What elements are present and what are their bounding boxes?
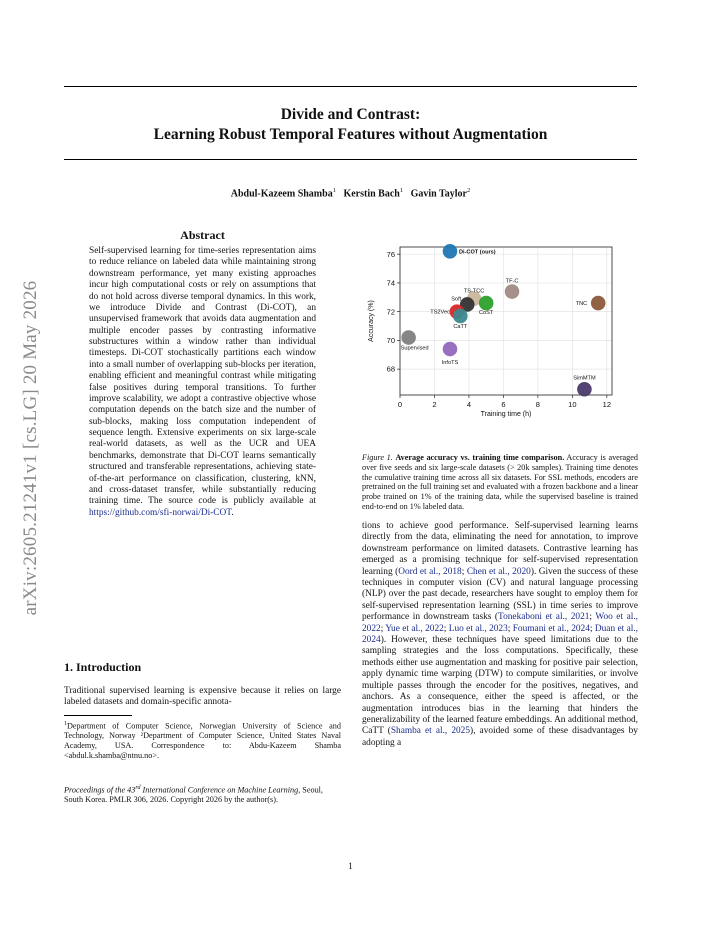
- data-point: [479, 296, 494, 311]
- point-label: TF-C: [505, 278, 519, 285]
- data-point: [591, 296, 606, 311]
- intro-text-segment: ). However, these techniques have speed limitations due to the sampling strategies and the loss computations. Specifically, these methods either use augmentation and masking for positive pair selection, apply dynamic time warping (DTW) to compute similarities, or involve multiple passes through the encoder for the positives, negatives, and anchors. As a consequence, either the speed is affected, or the augmentation introduces bias in the learning that hinders the generalizability of the learned feature embeddings. An additional method, CaTT (: [362, 635, 638, 737]
- intro-text-right: [362, 521, 638, 749]
- proceedings-prefix: Proceedings of the: [64, 785, 128, 795]
- paper-title-line1: Divide and Contrast:: [280, 106, 421, 123]
- citation-link[interactable]: Shamba et al., 2025: [390, 726, 471, 737]
- author-affiliation: 1: [399, 187, 404, 194]
- paper-title-line2: Learning Robust Temporal Features without Augmentation: [153, 126, 548, 143]
- data-point: [577, 382, 592, 397]
- proceedings-sup: rd: [135, 785, 141, 791]
- x-tick-label: 6: [501, 400, 506, 409]
- author-name: Kerstin Bach: [343, 188, 400, 200]
- data-point: [443, 342, 458, 357]
- y-axis-label: Accuracy (%): [368, 300, 375, 342]
- y-tick-label: 76: [386, 249, 395, 259]
- y-tick-label: 72: [386, 307, 395, 317]
- arxiv-stamp: [20, 258, 42, 638]
- section-heading-introduction: 1. Introduction: [64, 660, 142, 674]
- intro-text-segment: ;: [443, 623, 449, 634]
- citation-link[interactable]: Woo et al., 2022: [362, 612, 638, 634]
- footnote-mark: 1: [64, 721, 67, 727]
- abstract-text: Self-supervised learning for time-series representation aims to reduce reliance on labeled data while maintaining strong downstream performance, yet many existing approaches incur high computational costs or rely on assumptions that do not hold across diverse temporal dynamics. In this work, we introduce Divide and Contrast (Di-COT), an unsupervised framework that avoids data augmentation and multiple encoder passes by contrasting informative substructures within a window rather than individual timesteps. Di-COT stochastically partitions each window into a small number of overlapping sub-blocks per iteration, enabling efficient and meaningful contrast while mitigating false positives during temporal transitions. To further improve scalability, we adopt a contrastive objective whose computation depends on the batch size and the number of sub-blocks, making loss computation independent of sequence length. Extensive experiments on six large-scale real-world datasets, as well as the UCR and UEA benchmarks, demonstrate that Di-COT learns semantically structured and transferable representations, achieving state-of-the-art performance on classification, clustering, kNN, and cross-dataset transfer, while substantially reducing training time. The source code is publicly available at: [89, 246, 316, 507]
- footnote: [64, 720, 341, 761]
- arxiv-id: arXiv:2605.21241v1 [cs.LG] 20 May 2026: [20, 280, 41, 616]
- point-label: TS-TCC: [463, 288, 485, 295]
- intro-text-segment: ;: [589, 623, 595, 634]
- code-link[interactable]: https://github.com/sfi-norwai/Di-COT: [89, 507, 232, 518]
- citation-link[interactable]: Luo et al., 2023: [448, 623, 508, 634]
- author-name: Gavin Taylor: [410, 188, 467, 200]
- point-label: SimMTM: [573, 375, 596, 382]
- citation-link[interactable]: Foumani et al., 2024: [512, 623, 590, 634]
- author-list: [64, 187, 637, 199]
- footnote-rule: [64, 715, 132, 716]
- figure-1-chart: [360, 240, 630, 430]
- footnote-text: Department of Computer Science, Norwegian University of Science and Technology, Norway ²Department of Computer Science, United States Naval Academy, USA. Correspondence to: Abdu-Kazeem Shamba <abdul.k.shamba@ntnu.no>.: [64, 721, 341, 760]
- author-affiliation: 2: [467, 187, 471, 194]
- data-point: [443, 244, 458, 259]
- x-tick-label: 12: [602, 400, 612, 409]
- citation-link[interactable]: Chen et al., 2020: [466, 566, 531, 577]
- intro-text-segment: ), avoided some of these disadvantages by adopting a: [362, 726, 638, 748]
- data-point: [401, 330, 416, 345]
- proceedings-number: 43: [127, 785, 136, 795]
- author-name: Abdul-Kazeem Shamba: [230, 188, 333, 200]
- intro-text-segment: ;: [380, 623, 386, 634]
- scatter-plot: [360, 240, 630, 430]
- proceedings-tail: , Seoul, South Korea. PMLR 306, 2026. Copyright 2026 by the author(s).: [64, 785, 323, 805]
- point-label: CoST: [479, 310, 494, 317]
- figure-label: Figure 1.: [362, 453, 393, 462]
- y-tick-label: 68: [386, 364, 395, 374]
- point-label: Di-COT (ours): [458, 249, 496, 256]
- point-label: Supervised: [400, 345, 429, 352]
- figure-1-caption: [362, 453, 638, 512]
- point-label: Soft: [451, 296, 462, 303]
- intro-text-left: Traditional supervised learning is expensive because it relies on large labeled datasets and domain-specific annota-: [64, 686, 341, 708]
- abstract-end: .: [231, 507, 234, 518]
- x-axis-label: Training time (h): [480, 411, 532, 418]
- data-point: [453, 309, 468, 324]
- point-label: TNC: [575, 301, 588, 308]
- citation-link[interactable]: Tonekaboni et al., 2021: [498, 612, 590, 623]
- intro-text-segment: ). Given the success of these techniques in computer vision (CV) and natural language processing (NLP) over the past decade, researchers have sought to employ them for self-supervised representation learning (SSL) in time series to improve performance in downstream tasks (: [362, 566, 638, 623]
- x-tick-label: 10: [568, 400, 577, 409]
- point-label: TS2Vec: [430, 309, 450, 316]
- x-tick-label: 2: [432, 400, 437, 409]
- x-tick-label: 4: [466, 400, 472, 409]
- y-tick-label: 70: [386, 335, 395, 345]
- intro-text-segment: ;: [589, 612, 596, 623]
- intro-text-segment: tions to achieve good performance. Self-supervised learning learns directly from the data, eliminating the need for annotation, to improve downstream performance on limited datasets. Contrastive learning has emerged as a promising technique for self-supervised representation learning (: [362, 521, 638, 577]
- citation-link[interactable]: Duan et al., 2024: [362, 623, 639, 646]
- plot-frame: [400, 247, 612, 395]
- point-label: CaTT: [453, 323, 468, 330]
- proceedings-note: [64, 784, 341, 805]
- citation-link[interactable]: Yue et al., 2022: [385, 623, 444, 634]
- abstract-heading: Abstract: [180, 228, 225, 242]
- figure-caption-bold: Average accuracy vs. training time comparison.: [395, 453, 565, 462]
- author-affiliation: 1: [332, 187, 336, 194]
- intro-text-segment: ;: [507, 623, 513, 634]
- proceedings-conference: International Conference on Machine Learning: [140, 785, 299, 795]
- x-tick-label: 0: [397, 400, 403, 409]
- x-tick-label: 8: [535, 400, 540, 409]
- abstract-body: [89, 246, 316, 519]
- point-label: InfoTS: [441, 360, 459, 367]
- y-tick-label: 74: [386, 278, 395, 288]
- figure-caption-text: Accuracy is averaged over five seeds and six large-scale datasets (> 20k samples). Training time denotes the cumulative training time across all six datasets. For SSL methods, encoders are pretrained on the full training set and evaluated with a frozen backbone and a linear probe trained on 1% of the training data, while the supervised baseline is trained end-to-end on 1% labeled data.: [362, 453, 638, 511]
- intro-text-segment: ;: [461, 566, 467, 577]
- title-rule: [64, 159, 637, 160]
- top-rule: [64, 86, 637, 87]
- citation-link[interactable]: Oord et al., 2018: [398, 566, 462, 577]
- page-number: 1: [348, 862, 353, 872]
- data-point: [505, 284, 520, 299]
